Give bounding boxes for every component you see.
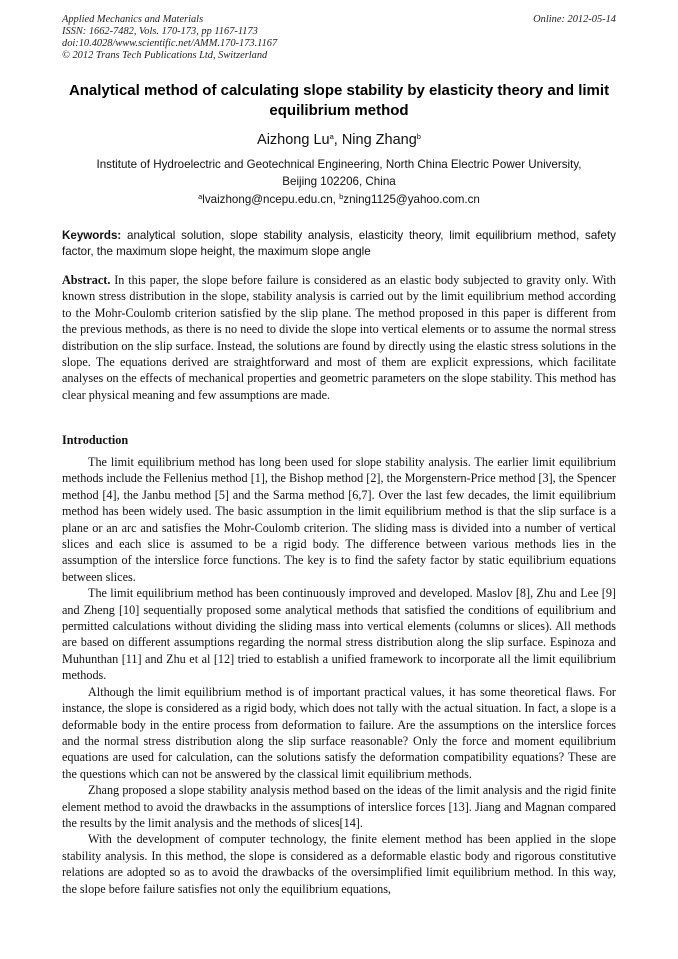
- abstract-label: Abstract.: [62, 273, 111, 287]
- author-name: Ning Zhang: [341, 132, 417, 148]
- body-paragraph: Although the limit equilibrium method is of important practical values, it has some theoretical flaws. For instance, the slope is considered as a rigid body, which does not tally with the actual situation. In fact, a slope is a deformable body in the entire process from deformation to failure. Are the assumptions on the interslice forces and the normal stress distribution along the slip surface reasonable? Only the force and moment equilibrium equations are used for calculation, can the solutions satisfy the deformation compatibility equations? These are the questions which can not be answered by the classical limit equilibrium methods.: [62, 684, 616, 781]
- online-date: Online: 2012-05-14: [533, 14, 616, 25]
- affiliation-line: Beijing 102206, China: [282, 175, 396, 188]
- keywords-text: analytical solution, slope stability analysis, elasticity theory, limit equilibrium method, safety factor, the maximum slope height, the maximum slope angle: [62, 229, 616, 258]
- keywords-section: [62, 228, 616, 260]
- email-link[interactable]: zning1125@yahoo.com.cn: [343, 193, 480, 206]
- journal-name: Applied Mechanics and Materials: [62, 14, 204, 25]
- body-paragraph: Zhang proposed a slope stability analysis method based on the ideas of the limit analysis and the rigid finite element method to avoid the drawbacks in the assumptions of interslice forces [13]. Jiang and Magnan compared the results by the limit analysis and the methods of slices[14].: [62, 783, 616, 830]
- author-emails: [62, 192, 616, 208]
- email-separator: ,: [332, 193, 340, 206]
- copyright-line: © 2012 Trans Tech Publications Ltd, Switzerland: [62, 50, 268, 61]
- abstract-text: In this paper, the slope before failure is considered as an elastic body subjected to gravity only. With known stress distribution in the slope, stability analysis is carried out by the limit equilibrium method according to the Mohr-Coulomb criterion satisfied by the slip plane. The method proposed in this paper is different from the previous methods, as there is no need to divide the slope into vertical elements or to assume the normal stress distribution on the slip surface. Instead, the solutions are found by directly using the elastic stress solutions in the slope. The equations derived are straightforward and most of them are explicit expressions, which facilitate analyses on the effects of mechanical properties and geometric parameters on the slope stability. This method has clear physical meaning and few assumptions are made.: [62, 273, 616, 402]
- email-superscript: a: [198, 192, 203, 201]
- paper-title: Analytical method of calculating slope stability by elasticity theory and limit equilibrium method: [68, 82, 610, 119]
- author-name: Aizhong Lu: [257, 132, 330, 148]
- email-superscript: b: [339, 192, 344, 201]
- author-list: [62, 131, 616, 149]
- body-paragraph: With the development of computer technology, the finite element method has been applied in the slope stability analysis. In this method, the slope is considered as a deformable elastic body and rigorous constitutive relations are adopted so as to avoid the drawbacks of the oversimplified limit equilibrium method. In this way, the slope before failure satisfies not only the equilibrium equations,: [62, 832, 616, 896]
- abstract-section: [62, 272, 616, 403]
- affiliation-line: Institute of Hydroelectric and Geotechnical Engineering, North China Electric Power University,: [96, 158, 582, 171]
- issn-line: ISSN: 1662-7482, Vols. 170-173, pp 1167-1173: [62, 26, 258, 37]
- author-separator: ,: [333, 132, 342, 148]
- affiliation: [62, 156, 616, 190]
- body-paragraph: The limit equilibrium method has been continuously improved and developed. Maslov [8], Zhu and Lee [9] and Zheng [10] sequentially proposed some analytical methods that satisfied the conditions of equilibrium and permitted calculations without dividing the sliding mass into vertical elements (columns or slices). All methods are based on different assumptions regarding the normal stress distribution along the slip surface. Espinoza and Muhunthan [11] and Zhu et al [12] tried to establish a unified framework to incorporate all the limit equilibrium methods.: [62, 586, 616, 683]
- author-superscript: a: [329, 132, 334, 141]
- journal-header: [62, 14, 616, 62]
- email-link[interactable]: lvaizhong@ncepu.edu.cn: [202, 193, 333, 206]
- doi-line: doi:10.4028/www.scientific.net/AMM.170-173.1167: [62, 38, 278, 49]
- body-paragraph: The limit equilibrium method has long been used for slope stability analysis. The earlier limit equilibrium methods include the Fellenius method [1], the Bishop method [2], the Morgenstern-Price method [3], the Spencer method [4], the Janbu method [5] and the Sarma method [6,7]. Over the last few decades, the limit equilibrium method has been widely used. The basic assumption in the limit equilibrium method is that the slip surface is a plane or an arc and satisfies the Mohr-Coulomb criterion. The sliding mass is divided into a number of vertical slices and each slice is assumed to be a rigid body. The difference between various methods lies in the assumption of the interslice force functions. The key is to find the safety factor by static equilibrium equations between slices.: [62, 455, 616, 584]
- introduction-body: [62, 454, 616, 897]
- section-heading-introduction: Introduction: [62, 433, 129, 447]
- keywords-label: Keywords:: [62, 229, 122, 242]
- author-superscript: b: [416, 132, 421, 141]
